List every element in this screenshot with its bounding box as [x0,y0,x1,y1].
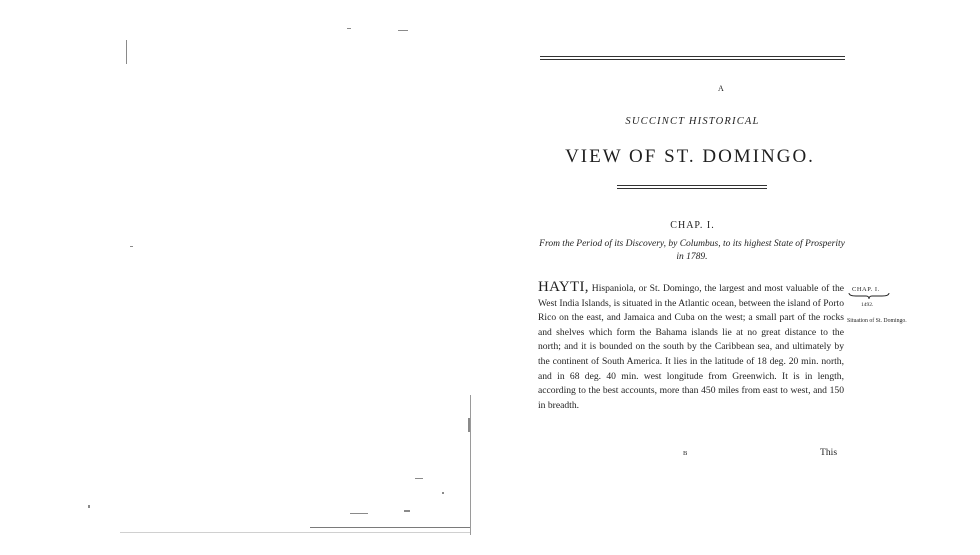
chapter-heading: CHAP. I. [670,220,715,231]
scan-speck [347,28,351,29]
drop-cap: HAYTI, [538,279,589,295]
page-subtitle: SUCCINCT HISTORICAL [625,116,760,127]
scan-speck [398,30,408,31]
signature-letter-bottom: B [683,450,688,457]
page-title: VIEW OF ST. DOMINGO. [565,146,815,167]
page-bottom-shadow [120,532,470,533]
scan-speck [350,513,368,514]
top-double-rule [540,56,845,57]
top-double-rule [540,59,845,60]
signature-letter-top: A [718,84,725,93]
scan-speck [404,510,410,512]
title-double-rule [617,185,767,186]
scan-speck [415,478,423,479]
chapter-subtitle: From the Period of its Discovery, by Columbus, to its highest State of Prosperity in 1789. [539,239,845,262]
scan-speck [130,246,133,247]
body-paragraph [538,280,844,413]
margin-chapter-label: CHAP. I. [852,286,880,293]
margin-year: 1492. [861,302,874,308]
scan-speck [126,40,127,64]
margin-note: Situation of St. Domingo. [847,318,907,324]
page-fold-line [470,395,471,535]
curly-brace-icon [848,292,890,300]
body-text: Hispaniola, or St. Domingo, the largest and most valuable of the West India Islands, is situated in the Atlantic ocean, between the island of Porto Rico on the east, and Jamaica and Cuba on the west; a small part of the rocks and shelves which form the Bahama islands lie at no great distance to the north; and it is bounded on the south by the Caribbean sea, and ultimately by the continent of South America. It lies in the latitude of 18 deg. 20 min. north, and in 68 deg. 40 min. west longitude from Greenwich. It is in length, according to the best accounts, more than 450 miles from east to west, and 150 in breadth. [538,283,844,411]
scan-speck [442,492,444,494]
title-double-rule [617,188,767,189]
printed-page [490,0,980,555]
page-bottom-edge [310,527,470,528]
catchword: This [820,447,838,458]
scan-speck [88,505,90,508]
